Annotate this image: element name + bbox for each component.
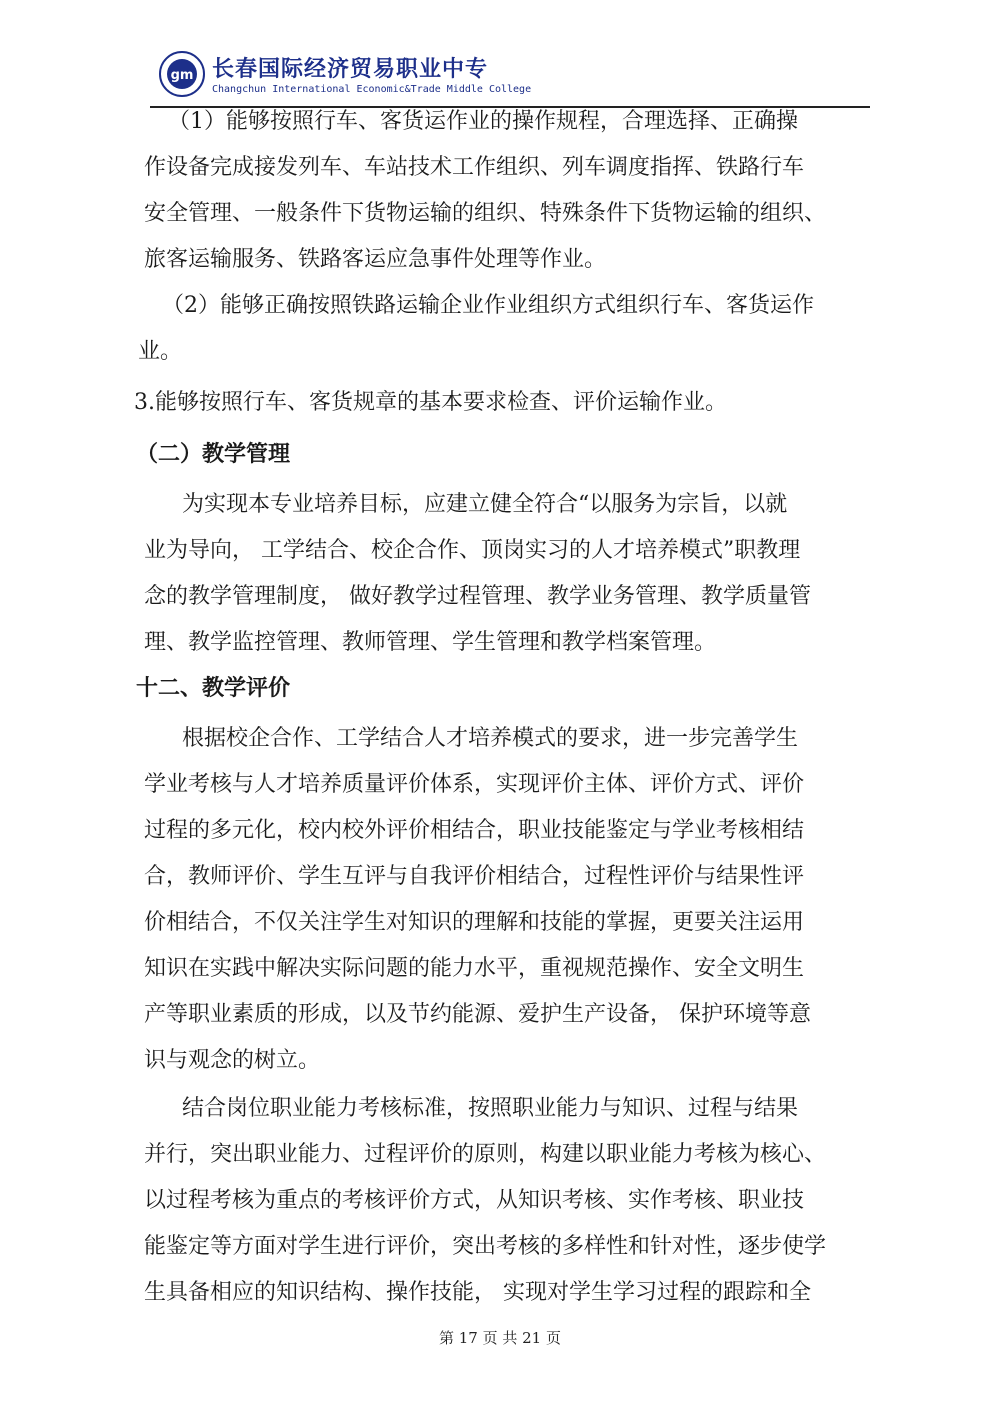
- chapter-heading: 十二、教学评价: [136, 676, 291, 701]
- paragraph-line: 根据校企合作、工学结合人才培养模式的要求，进一步完善学生: [182, 726, 799, 751]
- paragraph-line: 生具备相应的知识结构、操作技能， 实现对学生学习过程的跟踪和全: [144, 1280, 811, 1305]
- school-logo-icon: [158, 50, 206, 98]
- paragraph-line: 念的教学管理制度， 做好教学过程管理、教学业务管理、教学质量管: [144, 584, 811, 609]
- page-header: [150, 44, 870, 108]
- paragraph-line: 安全管理、一般条件下货物运输的组织、特殊条件下货物运输的组织、: [144, 201, 827, 226]
- paragraph-line: 理、教学监控管理、教师管理、学生管理和教学档案管理。: [144, 630, 717, 655]
- paragraph-line: （2）能够正确按照铁路运输企业作业组织方式组织行车、客货运作: [162, 293, 814, 318]
- paragraph-line: 结合岗位职业能力考核标准，按照职业能力与知识、过程与结果: [182, 1096, 799, 1121]
- paragraph-line: 合，教师评价、学生互评与自我评价相结合，过程性评价与结果性评: [144, 864, 805, 889]
- paragraph-line: 业。: [138, 339, 183, 364]
- paragraph-line: 能鉴定等方面对学生进行评价，突出考核的多样性和针对性，逐步使学: [144, 1234, 827, 1259]
- paragraph-line: 知识在实践中解决实际问题的能力水平，重视规范操作、安全文明生: [144, 956, 805, 981]
- paragraph-line: 作设备完成接发列车、车站技术工作组织、列车调度指挥、铁路行车: [144, 155, 805, 180]
- paragraph-line: 学业考核与人才培养质量评价体系，实现评价主体、评价方式、评价: [144, 772, 805, 797]
- page-number: 第 17 页 共 21 页: [438, 1329, 561, 1347]
- paragraph-line: 产等职业素质的形成，以及节约能源、爱护生产设备， 保护环境等意: [144, 1002, 811, 1027]
- paragraph-line: 业为导向， 工学结合、校企合作、顶岗实习的人才培养模式”职教理: [144, 538, 801, 563]
- paragraph-line: 识与观念的树立。: [144, 1048, 321, 1073]
- svg-text:gm: gm: [170, 68, 194, 83]
- paragraph-line: 价相结合，不仅关注学生对知识的理解和技能的掌握，更要关注运用: [144, 910, 805, 935]
- school-name-en: Changchun International Economic&Trade Middle College: [212, 84, 532, 95]
- paragraph-line: （1）能够按照行车、客货运作业的操作规程，合理选择、正确操: [168, 109, 798, 134]
- paragraph-line: 过程的多元化，校内校外评价相结合，职业技能鉴定与学业考核相结: [144, 818, 805, 843]
- school-name-cn: 长春国际经济贸易职业中专: [212, 57, 489, 82]
- paragraph-line: 旅客运输服务、铁路客运应急事件处理等作业。: [144, 247, 607, 272]
- paragraph-line: 以过程考核为重点的考核评价方式，从知识考核、实作考核、职业技: [144, 1188, 805, 1213]
- section-heading: （二）教学管理: [136, 442, 291, 467]
- paragraph-line: 3.能够按照行车、客货规章的基本要求检查、评价运输作业。: [134, 390, 727, 415]
- paragraph-line: 并行，突出职业能力、过程评价的原则，构建以职业能力考核为核心、: [144, 1142, 827, 1167]
- paragraph-line: 为实现本专业培养目标，应建立健全符合“以服务为宗旨，以就: [182, 492, 788, 517]
